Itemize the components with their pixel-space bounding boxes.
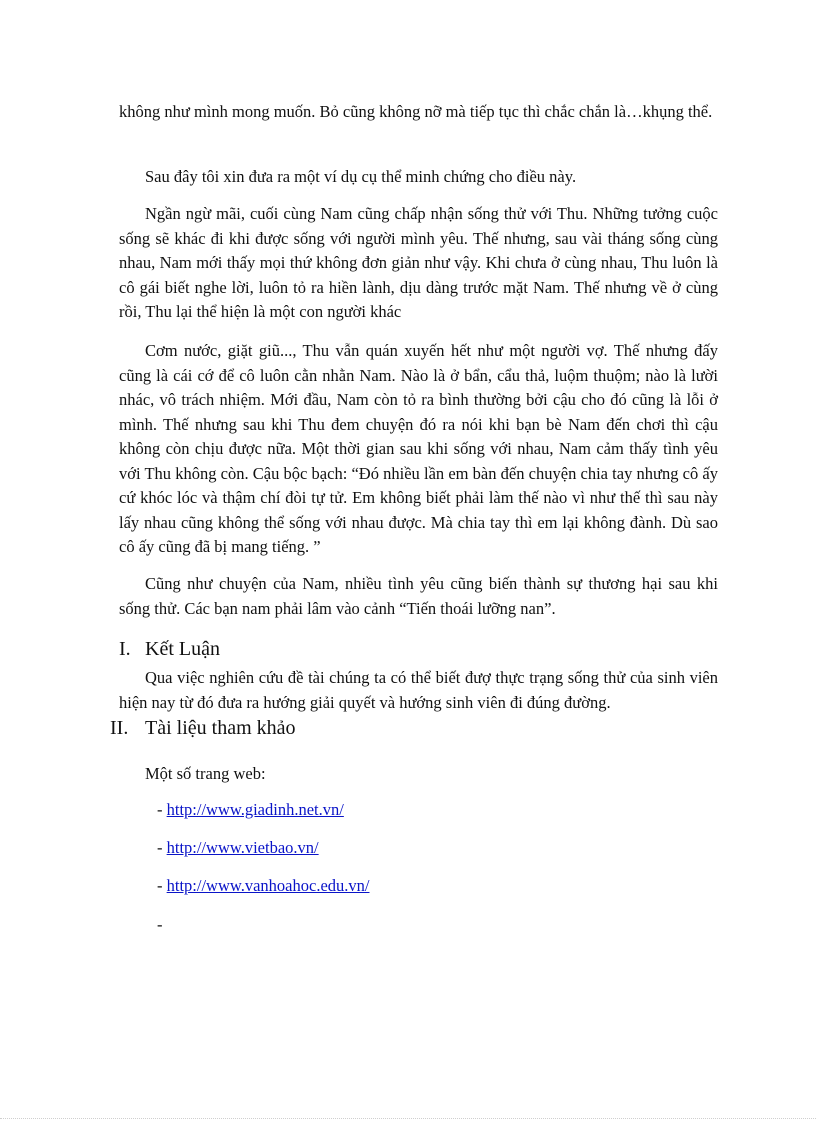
bullet-dash: - xyxy=(157,800,163,819)
reference-link-vanhoahoc[interactable]: http://www.vanhoahoc.edu.vn/ xyxy=(166,876,370,895)
bullet-dash: - xyxy=(157,876,163,895)
reference-item-empty xyxy=(157,915,163,935)
paragraph-continued: không như mình mong muốn. Bỏ cũng không nỡ mà tiếp tục thì chắc chắn là…khụng thể. xyxy=(119,102,713,121)
section-number: I. xyxy=(119,638,131,660)
paragraph-story-1: Ngần ngừ mãi, cuối cùng Nam cũng chấp nhận sống thử với Thu. Những tưởng cuộc sống sẽ khác đi khi được sống với người mình yêu. Thế nhưng, sau vài tháng sống cùng nhau, Nam mới thấy mọi thứ không đơn giản như vậy. Khi chưa ở cùng nhau, Thu luôn là cô gái biết nghe lời, luôn tỏ ra hiền lành, dịu dàng trước mặt Nam. Thế nhưng về ở cùng rồi, Thu lại thể hiện là một con người khác xyxy=(119,204,718,321)
section-body-ket-luan: Qua việc nghiên cứu đề tài chúng ta có thể biết đượ thực trạng sống thử của sinh viên hiện nay từ đó đưa ra hướng giải quyết và hướng sinh viên đi đúng đường. xyxy=(119,668,718,712)
section-heading-ket-luan xyxy=(119,638,220,661)
bullet-dash: - xyxy=(157,915,163,934)
page-bottom-divider xyxy=(0,1118,816,1119)
reference-item xyxy=(157,800,344,820)
section-title: Kết Luận xyxy=(145,638,220,660)
paragraph-story-2: Cơm nước, giặt giũ..., Thu vẫn quán xuyến hết như một người vợ. Thế nhưng đấy cũng là cái cớ để cô luôn cằn nhằn Nam. Nào là ở bẩn, cẩu thả, luộm thuộm; nào là lười nhác, vô trách nhiệm. Mới đầu, Nam còn tỏ ra bình thường bởi cậu cho đó cũng là lỗi ở mình. Thế nhưng sau khi Thu đem chuyện đó ra nói khi bạn bè Nam đến chơi thì cậu không còn chịu được nữa. Một thời gian sau khi sống với nhau, Nam cảm thấy tình yêu với Thu không còn. Cậu bộc bạch: “Đó nhiều lần em bàn đến chuyện chia tay nhưng cô ấy cứ khóc lóc và thậm chí đòi tự tử. Em không biết phải làm thế nào vì như thế thì sau này lấy nhau cũng không thể sống với nhau được. Mà chia tay thì em lại không đành. Dù sao cô ấy cũng đã bị mang tiếng. ” xyxy=(119,341,718,556)
section-heading-tai-lieu xyxy=(110,717,296,740)
section-number: II. xyxy=(110,717,129,739)
reference-link-vietbao[interactable]: http://www.vietbao.vn/ xyxy=(166,838,319,857)
reference-item xyxy=(157,838,319,858)
reference-link-giadinh[interactable]: http://www.giadinh.net.vn/ xyxy=(166,800,344,819)
references-intro: Một số trang web: xyxy=(145,764,266,783)
reference-item xyxy=(157,876,369,896)
paragraph-conclusion-note: Cũng như chuyện của Nam, nhiều tình yêu cũng biến thành sự thương hại sau khi sống thử. Các bạn nam phải lâm vào cảnh “Tiến thoái lưỡng nan”. xyxy=(119,574,718,618)
paragraph-example-intro: Sau đây tôi xin đưa ra một ví dụ cụ thể minh chứng cho điều này. xyxy=(145,167,577,186)
section-title: Tài liệu tham khảo xyxy=(145,717,296,739)
bullet-dash: - xyxy=(157,838,163,857)
